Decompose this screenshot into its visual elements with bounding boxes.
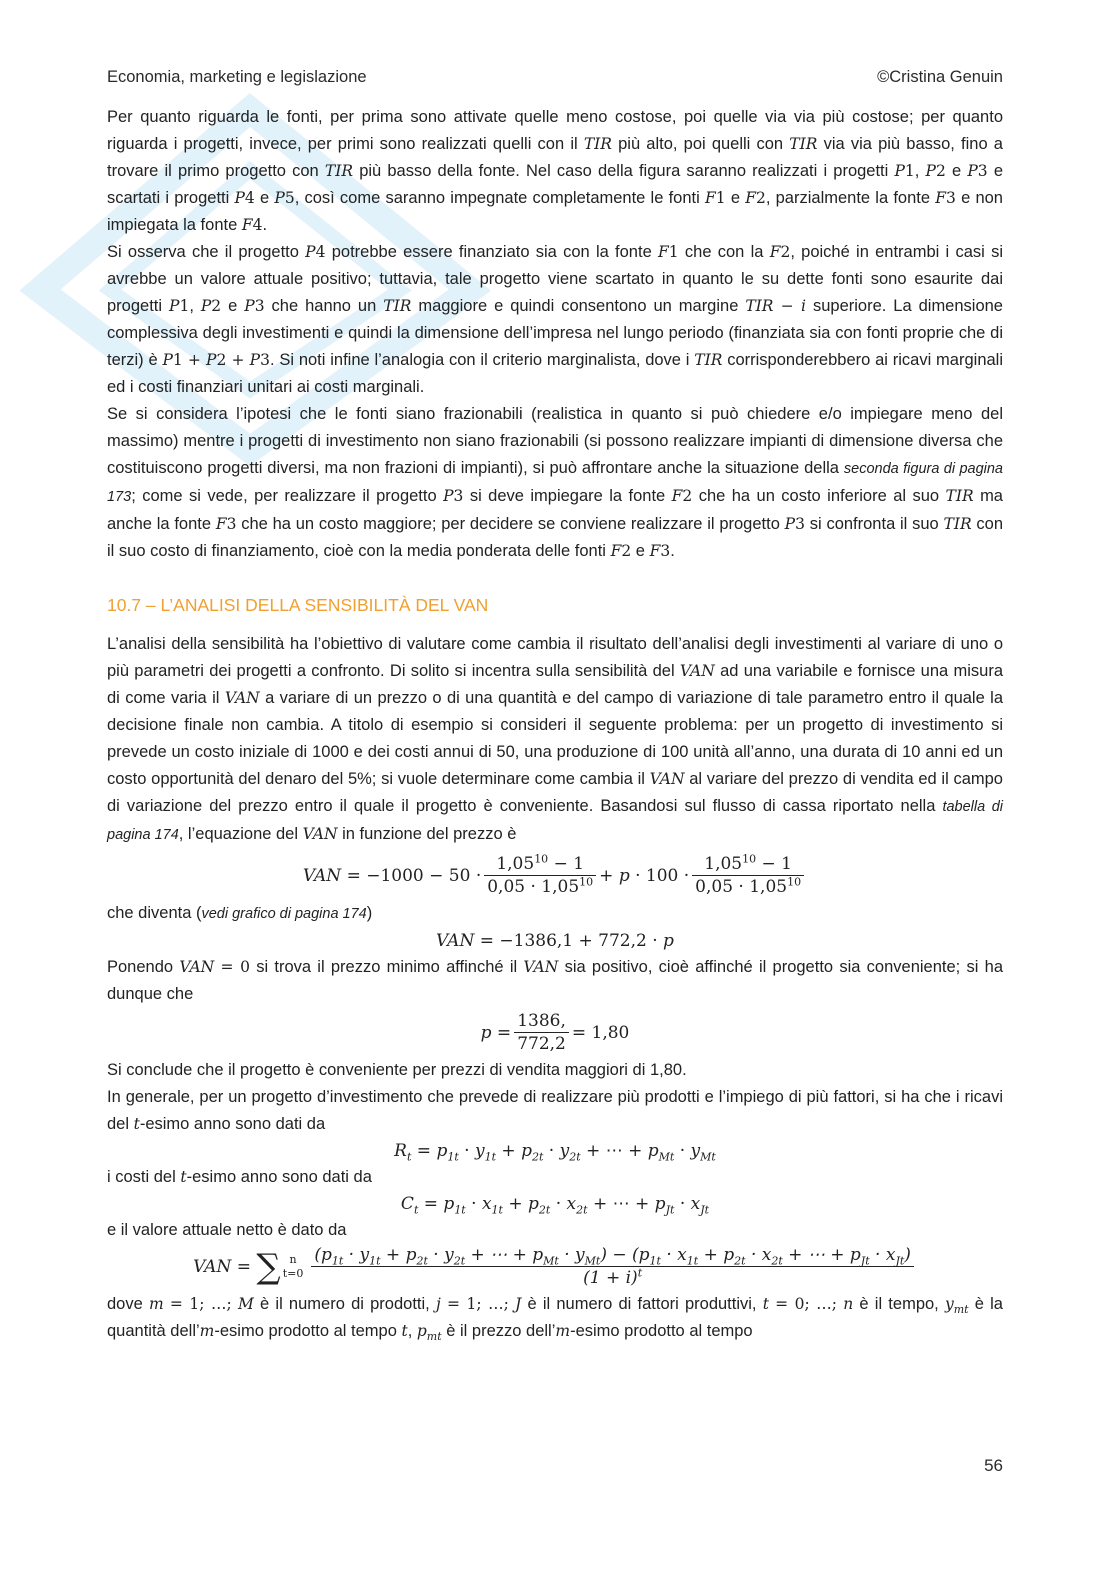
equation-costs: $C_t = p_{1t} \cdot x_{1t} + p_{2t} \cdot x_{2t}$ + ⋯ + $p_{Jt} \cdot x_{Jt}$ <box>400 1194 710 1217</box>
paragraph: Si conclude che il progetto è conveniente per prezzi di vendita maggiori di 1,80. <box>107 1061 687 1079</box>
equation-van-general: VAN = ∑ n t=0 ($p_{1t} \cdot y_{1t} + p_{2t} \cdot y_{2t}$ + ⋯ + $p_{Mt} \cdot y_{Mt}) - (p_{1t} \cdot x_{1t} + p_{2t} \cdot x_{2t}$ + ⋯ + $p_{Jt} \cdot x_{Jt}$) $(1 + i)^t$ <box>107 1244 1003 1289</box>
equation-van-price: VAN = −1000 − 50 · $\frac{1,05^{10} - 1}{0,05 \cdot 1,05^{10}}$ + p · 100 · $\frac{1,05^{10} - 1}{0,05 \cdot 1,05^{10}}$ <box>107 853 1003 898</box>
page-number: 56 <box>984 1456 1003 1475</box>
paragraph: dove m = 1; …; M è il numero di prodotti, j = 1; …; J è il numero di fattori produttivi, t = 0; …; n è il tempo, $y_{mt}$ è la quantità dell’m-esimo prodotto al tempo t, $p_{mt}$ è il prezzo dell’m-esimo prodotto al tempo <box>107 1295 1003 1344</box>
paragraph: Si osserva che il progetto P4 potrebbe essere finanziato sia con la fonte F1 che con la F2, poiché in entrambi i casi si avrebbe un valore attuale positivo; tuttavia, tale progetto viene scartato in quanto le su dette fonti sono esaurite dai progetti P1, P2 e P3 che hanno un TIR maggiore e quindi consentono un margine TIR − i superiore. La dimensione complessiva degli investimenti e quindi la dimensione dell’impresa nel lungo periodo (finanziata sia con fonti proprie che di terzi) è P1 + P2 + P3. Si noti infine l’analogia con il criterio marginalista, dove i TIR corrisponderebbero ai ricavi marginali ed i costi finanziari unitari ai costi marginali. <box>107 243 1004 396</box>
header-subject: Economia, marketing e legislazione <box>107 68 367 86</box>
paragraph: Per quanto riguarda le fonti, per prima sono attivate quelle meno costose, poi quelle via via più costose; per quanto riguarda i progetti, invece, per primi sono realizzati quelli con il TIR più alto, poi quelli con TIR via via più basso, fino a trovare il primo progetto con TIR più basso della fonte. Nel caso della figura saranno realizzati i progetti P1, P2 e P3 e scartati i progetti P4 e P5, così come saranno impegnate completamente le fonti F1 e F2, parzialmente la fonte F3 e non impiegata la fonte F4. <box>107 108 1003 234</box>
section-title: 10.7 – L’ANALISI DELLA SENSIBILITÀ DEL VAN <box>107 595 489 615</box>
paragraph: In generale, per un progetto d’investimento che prevede di realizzare più prodotti e l’impiego di più fattori, si ha che i ricavi del t-esimo anno sono dati da <box>107 1088 1003 1133</box>
equation-van-linear: VAN = −1386,1 + 772,2 · p <box>436 931 674 951</box>
page-header <box>107 68 1003 87</box>
paragraph: Se si considera l’ipotesi che le fonti siano frazionabili (realistica in quanto si può chiedere e/o impiegare meno del massimo) mentre i progetti di investimento non siano frazionabili (si possono realizzare impianti di dimensione diversa che costituiscono progetti diversi, ma non frazioni di impianti), si può affrontare anche la situazione della seconda figura di pagina 173; come si vede, per realizzare il progetto P3 si deve impiegare la fonte F2 che ha un costo inferiore al suo TIR ma anche la fonte F3 che ha un costo maggiore; per decidere se conviene realizzare il progetto P3 si confronta il suo TIR con il suo costo di finanziamento, cioè con la media ponderata delle fonti F2 e F3. <box>107 405 1004 560</box>
paragraph: i costi del t-esimo anno sono dati da <box>107 1168 372 1186</box>
paragraph: e il valore attuale netto è dato da <box>107 1221 347 1239</box>
paragraph: L’analisi della sensibilità ha l’obiettivo di valutare come cambia il risultato dell’analisi degli investimenti al variare di uno o più parametri dei progetti a confronto. Di solito si incentra sulla sensibilità del VAN ad una variabile e fornisce una misura di come varia il VAN a variare di un prezzo o di una quantità e del campo di variazione di tale parametro entro il quale la decisione finale non cambia. A titolo di esempio si consideri il seguente problema: per un progetto di investimento si prevede un costo iniziale di 1000 e dei costi annui di 50, una produzione di 100 unità all’anno, una durata di 10 anni ed un costo opportunità del denaro del 5%; si vuole determinare come cambia il VAN al variare del prezzo di vendita ed il campo di variazione del prezzo entro il quale il progetto è conveniente. Basandosi sul flusso di cassa riportato nella tabella di pagina 174, l’equazione del VAN in funzione del prezzo è <box>107 635 1003 843</box>
paragraph: che diventa (vedi grafico di pagina 174) <box>107 904 373 922</box>
equation-revenue: $R_t = p_{1t} \cdot y_{1t} + p_{2t} \cdot y_{2t}$ + ⋯ + $p_{Mt} \cdot y_{Mt}$ <box>394 1141 716 1164</box>
equation-min-price: p = $\frac{1386,}{772,2}$ = 1,80 <box>480 1011 630 1054</box>
page-content <box>107 104 1003 1345</box>
paragraph: Ponendo VAN = 0 si trova il prezzo minimo affinché il VAN sia positivo, cioè affinché il progetto sia conveniente; si ha dunque che <box>107 958 1004 1003</box>
header-author: ©Cristina Genuin <box>877 68 1003 86</box>
